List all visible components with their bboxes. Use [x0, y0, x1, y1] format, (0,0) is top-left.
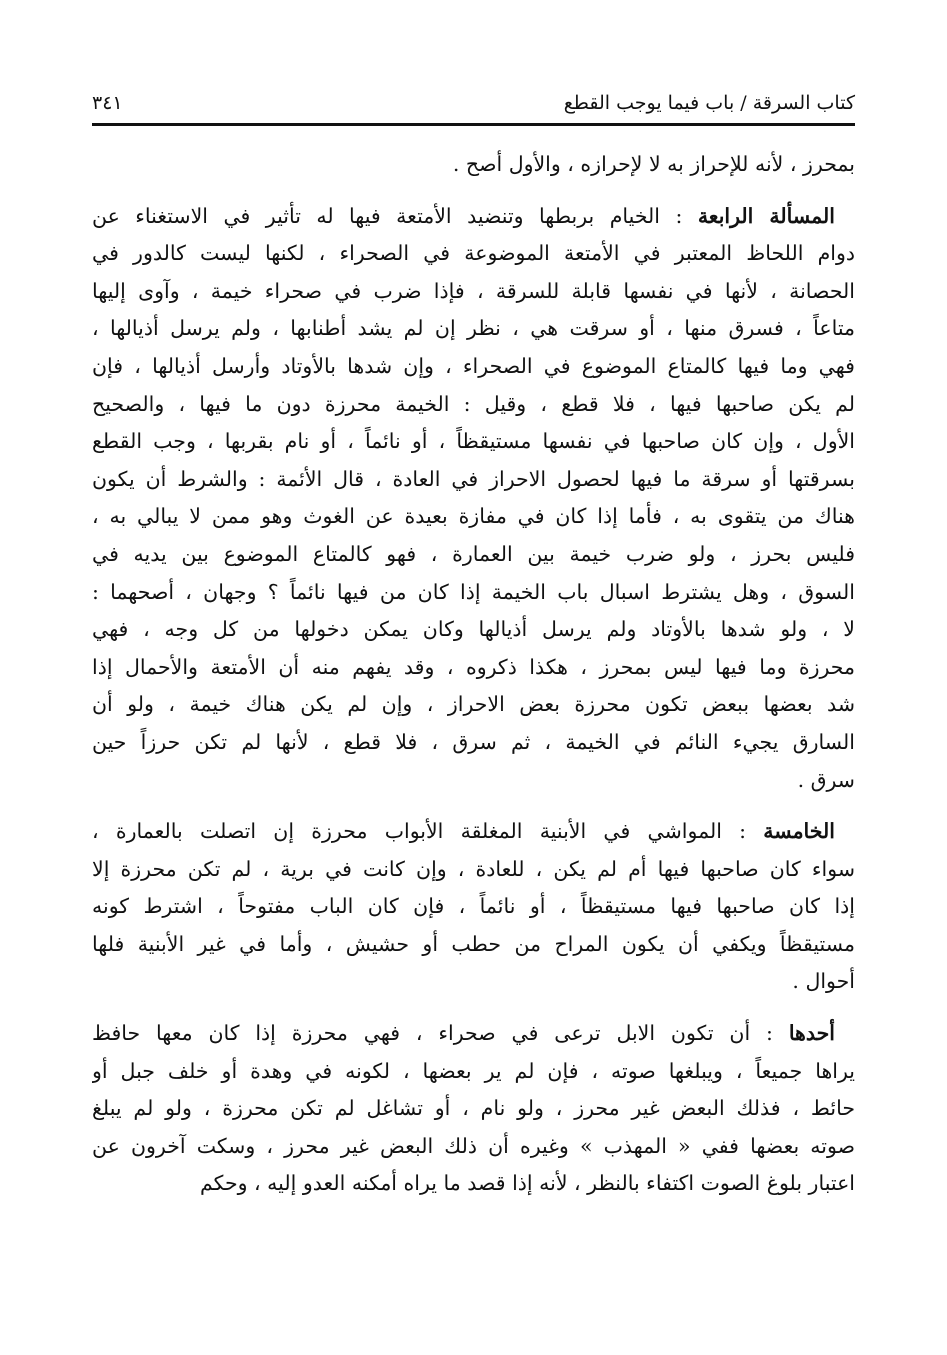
- line-text: محرزة وما فيها ليس بمحرز ، هكذا ذكروه ، وقد يفهم منه أن الأمتعة والأحمال إذا: [92, 654, 855, 679]
- text-line: [92, 461, 855, 499]
- text-line: [92, 686, 855, 724]
- text-line: [92, 762, 855, 800]
- page-body: [92, 146, 855, 1203]
- text-line: [92, 1015, 855, 1053]
- line-text: السارق يجيء النائم في الخيمة ، ثم سرق ، فلا قطع ، لأنها لم تكن حرزاً حين: [92, 729, 855, 754]
- line-text: دوام اللحاظ المعتبر في الأمتعة الموضوعة في الصحراء ، لكنها ليست كالدور في: [92, 241, 855, 266]
- text-line: [92, 235, 855, 273]
- running-header: [92, 84, 855, 114]
- line-text: شد بعضها ببعض تكون محرزة بعض الاحراز ، وإن لم يكن هناك خيمة ، ولو أن: [92, 692, 855, 717]
- line-text: حائط ، فذلك البعض غير محرز ، ولو نام ، أو تشاغل لم تكن محرزة ، ولو لم يبلغ: [92, 1096, 855, 1121]
- line-text: اعتبار بلوغ الصوت اكتفاء بالنظر ، لأنه إذا قصد ما يراه أمكنه العدو إليه ، وحكم: [200, 1171, 855, 1196]
- line-text: لم يكن صاحبها فيها ، فلا قطع ، وقيل : الخيمة محرزة دون ما فيها ، والصحيح: [92, 391, 855, 416]
- text-line: [92, 536, 855, 574]
- line-text: : المواشي في الأبنية المغلقة الأبواب محرزة إن اتصلت بالعمارة ،: [92, 819, 747, 844]
- section-lead: المسألة الرابعة: [697, 203, 835, 228]
- text-line: [92, 963, 855, 1001]
- line-text: الحصانة ، لأنها في نفسها قابلة للسرقة ، فإذا ضرب في صحراء خيمة ، وآوى إليها: [92, 278, 855, 303]
- text-line: [92, 146, 855, 184]
- line-text: الأول ، وإن كان صاحبها في نفسها مستيقظاً ، أو نائماً ، أو نام بقربها ، وجب القطع: [92, 429, 855, 454]
- paragraph: [92, 1015, 855, 1203]
- line-text: فهي وما فيها كالمتاع الموضوع في الصحراء ، وإن شدها بالأوتاد وأرسل أذيالها ، فإن: [92, 353, 855, 378]
- line-text: متاعاً ، فسرق منها ، أو سرقت هي ، نظر إن لم يشد أطنابها ، ولم يرسل أذيالها ،: [92, 316, 855, 341]
- line-text: إذا كان صاحبها فيها مستيقظاً ، أو نائماً ، فإن كان الباب مفتوحاً ، اشترط كونه: [92, 894, 855, 919]
- chapter-title: كتاب السرقة / باب فيما يوجب القطع: [563, 92, 855, 114]
- header-rule: [92, 123, 855, 126]
- line-text: أحوال .: [792, 969, 855, 994]
- text-line: [92, 724, 855, 762]
- text-line: [92, 926, 855, 964]
- text-line: [92, 198, 855, 236]
- paragraph: [92, 146, 855, 184]
- text-line: [92, 1090, 855, 1128]
- line-text: هناك من يتقوى به ، فأما إذا كان في مفازة بعيدة عن الغوث وهو ممن لا يبالي به ،: [92, 504, 855, 529]
- line-text: فليس بحرز ، ولو ضرب خيمة بين العمارة ، فهو كالمتاع الموضوع بين يديه في: [92, 541, 855, 566]
- line-text: بسرقتها أو سرقة ما فيها لحصول الاحراز في العادة ، قال الأئمة : والشرط أن يكون: [92, 466, 855, 491]
- text-line: [92, 273, 855, 311]
- line-text: صوته بعضها ففي « المهذب » وغيره أن ذلك البعض غير محرز ، وسكت آخرون عن: [92, 1133, 855, 1158]
- line-text: السوق ، وهل يشترط اسبال باب الخيمة إذا كان من فيها نائماً ؟ وجهان ، أصحهما :: [92, 579, 855, 604]
- line-text: : أن تكون الابل ترعى في صحراء ، فهي محرزة إذا كان معها حافظ: [92, 1021, 773, 1046]
- text-line: [92, 386, 855, 424]
- text-line: [92, 348, 855, 386]
- text-line: [92, 813, 855, 851]
- line-text: سواء كان صاحبها فيها أم لم يكن ، للعادة ، وإن كانت في برية ، لم تكن محرزة إلا: [92, 856, 855, 881]
- line-text: : الخيام بربطها وتنضيد الأمتعة فيها له تأثير في الاستغناء عن: [92, 203, 683, 228]
- text-line: [92, 574, 855, 612]
- line-text: بمحرز ، لأنه للإحراز به لا لإحرازه ، والأول أصح .: [452, 152, 855, 176]
- section-lead: الخامسة: [763, 819, 835, 844]
- paragraph: [92, 198, 855, 800]
- text-line: [92, 310, 855, 348]
- page-number: ٣٤١: [92, 92, 123, 114]
- text-line: [92, 611, 855, 649]
- line-text: سرق .: [797, 767, 855, 792]
- text-line: [92, 1128, 855, 1166]
- line-text: لا ، ولو شدها بالأوتاد ولم يرسل أذيالها وكان يمكن دخولها من كل وجه ، فهي: [92, 617, 855, 642]
- text-line: [92, 851, 855, 889]
- text-line: [92, 1053, 855, 1091]
- text-line: [92, 1165, 855, 1203]
- text-line: [92, 649, 855, 687]
- text-line: [92, 888, 855, 926]
- line-text: يراها جميعاً ، ويبلغها صوته ، فإن لم ير بعضها ، لكونه في وهدة أو خلف جبل أو: [92, 1058, 855, 1083]
- section-lead: أحدها: [788, 1021, 835, 1046]
- line-text: مستيقظاً ويكفي أن يكون المراح من حطب أو حشيش ، وأما في غير الأبنية فلها: [92, 931, 855, 956]
- paragraph: [92, 813, 855, 1001]
- text-line: [92, 423, 855, 461]
- text-line: [92, 498, 855, 536]
